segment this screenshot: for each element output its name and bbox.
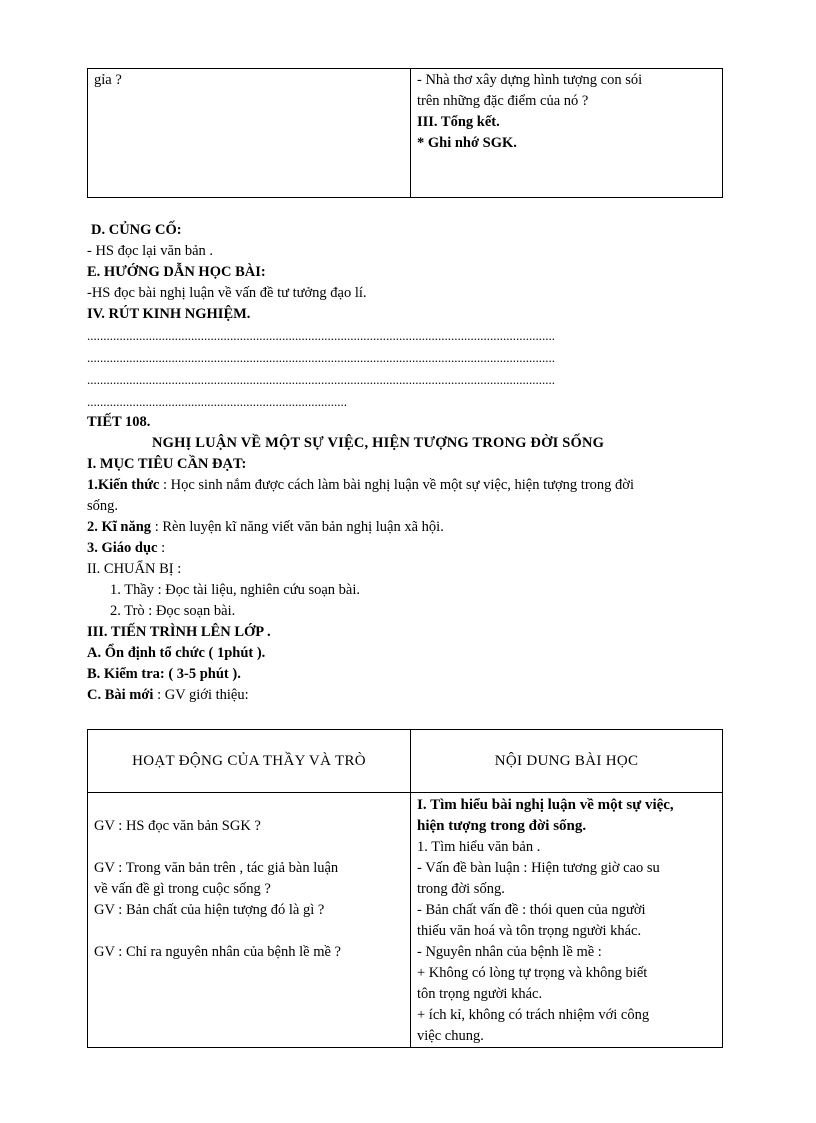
top-right-line: - Nhà thơ xây dựng hình tượng con sói: [417, 72, 643, 88]
ki-nang-label: 2. Kĩ năng: [87, 519, 152, 535]
content-line: 1. Tìm hiểu văn bản .: [417, 839, 541, 855]
rut-kinh-nghiem-heading: IV. RÚT KINH NGHIỆM.: [87, 306, 251, 322]
table-header-content: NỘI DUNG BÀI HỌC: [411, 730, 723, 793]
top-table-right-cell: [411, 69, 723, 198]
top-right-heading: * Ghi nhớ SGK.: [417, 135, 517, 151]
content-heading: I. Tìm hiểu bài nghị luận về một sự việc,: [417, 797, 674, 813]
cung-co-item: - HS đọc lại văn bản .: [87, 243, 214, 259]
lesson-title: NGHỊ LUẬN VỀ MỘT SỰ VIỆC, HIỆN TƯỢNG TRONG ĐỜI SỐNG: [152, 435, 605, 451]
kiem-tra-heading: B. Kiểm tra: ( 3-5 phút ).: [87, 666, 241, 682]
chuan-bi-item: 2. Trò : Đọc soạn bài.: [110, 603, 236, 619]
activity-line: GV : HS đọc văn bản SGK ?: [94, 818, 261, 834]
huong-dan-heading: E. HƯỚNG DẪN HỌC BÀI:: [87, 264, 266, 280]
on-dinh-heading: A. Ổn định tổ chức ( 1phút ).: [87, 645, 266, 661]
cung-co-heading: D. CỦNG CỐ:: [91, 222, 182, 238]
top-right-heading: III. Tổng kết.: [417, 114, 500, 130]
chuan-bi-heading: II. CHUẨN BỊ :: [87, 561, 182, 577]
muc-tieu-heading: I. MỤC TIÊU CẦN ĐẠT:: [87, 456, 247, 472]
activities-cell: [88, 793, 411, 1048]
content-line: - Vấn đề bàn luận : Hiện tương giờ cao su: [417, 860, 660, 876]
bai-moi-line: [87, 685, 249, 706]
top-right-line: trên những đặc điểm của nó ?: [417, 93, 589, 109]
top-table-left-cell: [88, 69, 411, 198]
dotted-line: ................................................................................................................................................: [87, 350, 555, 365]
content-line: trong đời sống.: [417, 881, 505, 897]
activity-line: GV : Chỉ ra nguyên nhân của bệnh lề mề ?: [94, 944, 341, 960]
bai-moi-label: C. Bài mới: [87, 687, 154, 703]
huong-dan-item: -HS đọc bài nghị luận về vấn đề tư tưởng đạo lí.: [87, 285, 367, 301]
dotted-line: ................................................................................................................................................: [87, 372, 555, 387]
activity-line: GV : Trong văn bản trên , tác giả bàn luận: [94, 860, 339, 876]
dotted-line: ................................................................................: [87, 394, 347, 409]
content-line: - Bản chất vấn đề : thói quen của người: [417, 902, 646, 918]
kien-thuc-line: [87, 475, 634, 496]
activity-line: về vấn đề gì trong cuộc sống ?: [94, 881, 271, 897]
giao-duc-label: 3. Giáo dục: [87, 540, 158, 556]
kien-thuc-label: 1.Kiến thức: [87, 477, 160, 493]
tien-trinh-heading: III. TIẾN TRÌNH LÊN LỚP .: [87, 624, 271, 640]
giao-duc-text: :: [157, 540, 166, 556]
kien-thuc-cont: sống.: [87, 498, 119, 514]
chuan-bi-item: 1. Thầy : Đọc tài liệu, nghiên cứu soạn bài.: [110, 582, 361, 598]
content-line: + Không có lòng tự trọng và không biết: [417, 965, 648, 981]
top-left-line: gỉa ?: [94, 72, 122, 88]
tiet-label: TIẾT 108.: [87, 414, 151, 430]
content-cell: [411, 793, 723, 1048]
ki-nang-text: : Rèn luyện kĩ năng viết văn bản nghị luận xã hội.: [151, 519, 444, 535]
dotted-line: ................................................................................................................................................: [87, 328, 555, 343]
giao-duc-line: [87, 538, 165, 559]
content-line: - Nguyên nhân của bệnh lề mề :: [417, 944, 602, 960]
ki-nang-line: [87, 517, 444, 538]
content-line: + ích kỉ, không có trách nhiệm với công: [417, 1007, 650, 1023]
content-heading: hiện tượng trong đời sống.: [417, 818, 587, 834]
lesson-table: [87, 729, 723, 1048]
activity-line: GV : Bản chất của hiện tượng đó là gì ?: [94, 902, 325, 918]
kien-thuc-text: : Học sinh nắm được cách làm bài nghị luận về một sự việc, hiện tượng trong đời: [159, 477, 634, 493]
bai-moi-text: : GV giới thiệu:: [153, 687, 249, 703]
content-line: việc chung.: [417, 1028, 484, 1044]
content-line: tôn trọng người khác.: [417, 986, 543, 1002]
table-header-activities: HOẠT ĐỘNG CỦA THẦY VÀ TRÒ: [88, 730, 411, 793]
content-line: thiếu văn hoá và tôn trọng người khác.: [417, 923, 642, 939]
top-table: [87, 68, 723, 198]
